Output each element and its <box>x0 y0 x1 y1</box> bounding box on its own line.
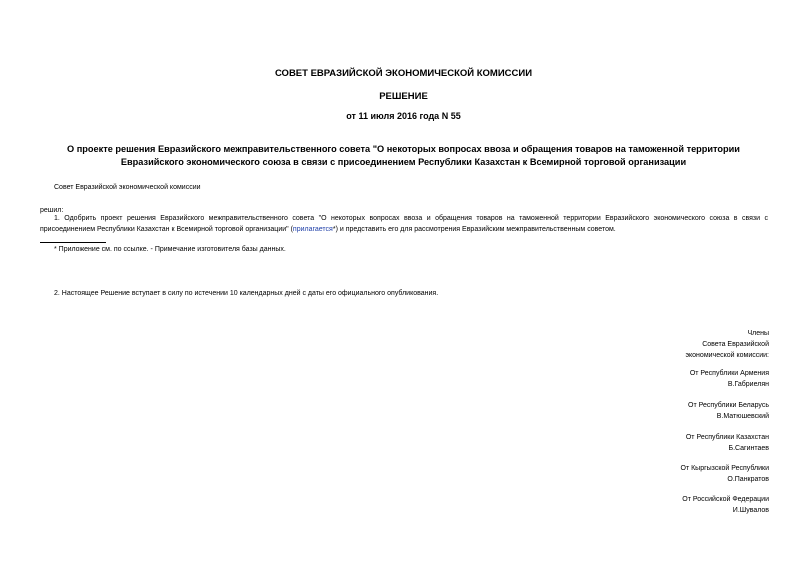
item1-text-after: *) и представить его для рассмотрения Евразийским межправительственным советом. <box>332 226 616 233</box>
signature-block-russia <box>682 494 769 516</box>
date-number-heading: от 11 июля 2016 года N 55 <box>346 111 461 121</box>
footnote: * Приложение см. по ссылке. - Примечание изготовителя базы данных. <box>54 246 286 253</box>
signature-block-armenia <box>690 368 769 390</box>
decision-item-1 <box>40 213 768 235</box>
document-type-heading: РЕШЕНИЕ <box>379 91 428 102</box>
signature-country: От Российской Федерации <box>682 496 769 503</box>
signature-block-kyrgyzstan <box>681 463 770 485</box>
signatories-header-line: экономической комиссии: <box>685 352 769 359</box>
signature-country: От Республики Беларусь <box>688 402 769 409</box>
signature-country: От Кыргызской Республики <box>680 465 769 472</box>
decision-item-2: 2. Настоящее Решение вступает в силу по истечении 10 календарных дней с даты его официального опубликования. <box>54 290 439 297</box>
item1-text-before: 1. Одобрить проект решения Евразийского межправительственного совета "О некоторых вопросах ввоза и обращения товаров на таможенной территории Евразийского экономического союза в связи с присоединением Республики Казахстан к Всемирной торговой организации" ( <box>40 215 768 233</box>
subject-heading: О проекте решения Евразийского межправительственного совета "О некоторых вопросах ввоза и обращения товаров на таможенной территории Евразийского экономического союза в связи с присоединением Республики Казахстан к Всемирной торговой организации <box>67 144 740 167</box>
council-heading: СОВЕТ ЕВРАЗИЙСКОЙ ЭКОНОМИЧЕСКОЙ КОМИССИИ <box>274 68 533 79</box>
attachment-link[interactable]: прилагается <box>292 226 333 233</box>
decided-line: решил: <box>40 207 64 214</box>
signature-country: От Республики Армения <box>689 370 769 377</box>
issuer-line: Совет Евразийской экономической комиссии <box>54 184 201 191</box>
signature-name: О.Панкратов <box>727 476 769 483</box>
footnote-divider <box>40 242 106 243</box>
signature-name: И.Шувалов <box>732 507 769 514</box>
signature-name: Б.Сагинтаев <box>728 445 769 452</box>
signatories-header-line: Члены <box>747 330 769 337</box>
signature-block-belarus <box>688 400 769 422</box>
signatories-header-line: Совета Евразийской <box>702 341 769 348</box>
signature-name: В.Габриелян <box>727 381 769 388</box>
signature-block-kazakhstan <box>686 432 769 454</box>
signature-country: От Республики Казахстан <box>685 434 769 441</box>
signatories-header <box>685 328 769 361</box>
signature-name: В.Матюшевский <box>716 413 769 420</box>
